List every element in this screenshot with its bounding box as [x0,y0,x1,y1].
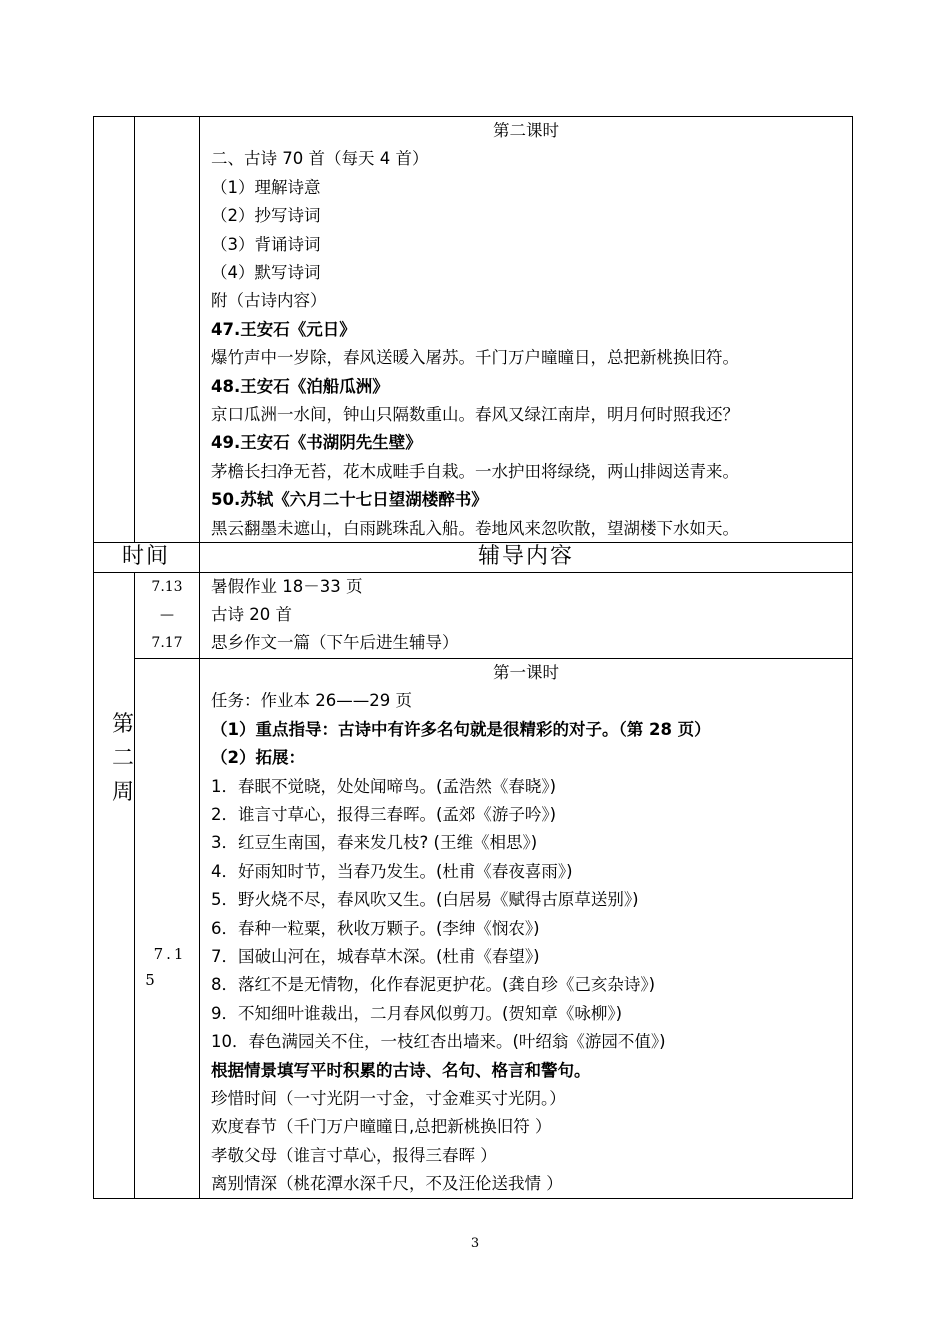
block2-line: 8．落红不是无情物，化作春泥更护花。(龚自珍《己亥杂诗》) [211,975,656,995]
block2-line: 5．野火烧不尽，春风吹又生。(白居易《赋得古原草送别》) [211,890,639,910]
week-label-char: 周 [112,780,135,805]
block1-line: 思乡作文一篇（下午后进生辅导） [211,633,459,652]
block1-line: 古诗 20 首 [211,605,292,624]
block2-line: 3．红豆生南国，春来发几枝? (王维《相思》) [211,833,538,853]
top-section-line: 50.苏轼《六月二十七日望湖楼醉书》 [211,490,488,510]
block2-line: 欢度春节（千门万户曈曈日,总把新桃换旧符 ） [211,1117,552,1137]
block2-line: 7．国破山河在，城春草木深。(杜甫《春望》) [211,947,540,966]
top-section-line: 48.王安石《泊船瓜洲》 [211,376,389,396]
block2-line: 根据情景填写平时积累的古诗、名句、格言和警句。 [211,1060,591,1080]
block1-date-dash: — [160,607,174,623]
week-column-border-top [134,116,135,542]
week-label [112,708,134,810]
top-section-line: （2）抄写诗词 [211,206,321,226]
block2-line: 孝敬父母（谁言寸草心，报得三春晖 ） [211,1145,497,1165]
block2-session-title: 第一课时 [493,663,559,682]
top-section-line: （4）默写诗词 [211,263,321,282]
table-left-border [93,116,94,1198]
week-label-char: 二 [112,746,135,771]
top-section-line: 黑云翻墨未遮山，白雨跳珠乱入船。卷地风来忽吹散，望湖楼下水如天。 [211,518,739,538]
block1-date-end: 7.17 [151,635,183,651]
week-label-char: 第 [112,712,135,737]
top-section-line: 附（古诗内容） [211,291,327,311]
block2-date-part2: 5 [145,971,155,989]
block2-line: 4．好雨知时节，当春乃发生。(杜甫《春夜喜雨》) [211,861,573,881]
block2-line: 任务：作业本 26——29 页 [211,691,412,711]
block2-date-part1: 7.1 [153,945,187,963]
block2-line: 1．春眠不觉晓，处处闻啼鸟。(孟浩然《春晓》) [211,776,557,796]
top-section-line: 二、古诗 70 首（每天 4 首） [211,149,429,169]
block2-line: 离别情深（桃花潭水深千尺，不及汪伦送我情 ） [211,1174,563,1194]
top-section-line: 49.王安石《书湖阴先生壁》 [211,433,422,453]
block2-line: 6．春种一粒粟，秋收万颗子。(李绅《悯农》) [211,918,540,938]
top-section-line: 爆竹声中一岁除，春风送暖入屠苏。千门万户曈曈日，总把新桃换旧符。 [211,348,739,368]
page-number: 3 [470,1236,480,1251]
top-section-line: 京口瓜洲一水间，钟山只隔数重山。春风又绿江南岸，明月何时照我还？ [211,405,739,424]
block2-line: 9．不知细叶谁裁出，二月春风似剪刀。(贺知章《咏柳》) [211,1003,623,1023]
time-header: 时间 [121,544,170,569]
block1-line: 暑假作业 18－33 页 [211,577,363,596]
top-section-line: （1）理解诗意 [211,177,321,197]
block2-line: 10．春色满园关不住，一枝红杏出墙来。(叶绍翁《游园不值》) [211,1032,666,1052]
top-section-line: （3）背诵诗词 [211,234,321,254]
block2-line: 珍惜时间（一寸光阴一寸金，寸金难买寸光阴。） [211,1089,566,1108]
content-column-border [199,116,200,1198]
block2-line: （2）拓展： [211,748,305,768]
header-row-bottom-border [93,572,853,573]
week-column-border-bottom [134,572,135,1198]
top-section-line: 47.王安石《元日》 [211,319,356,339]
table-right-border [852,116,853,1198]
block2-line: （1）重点指导：古诗中有许多名句就是很精彩的对子。（第 28 页） [211,719,711,739]
top-section-session-title: 第二课时 [493,121,559,140]
block1-date-start: 7.13 [151,579,183,595]
top-section-line: 茅檐长扫净无苔，花木成畦手自栽。一水护田将绿绕，两山排闼送青来。 [211,461,739,481]
block2-line: 2．谁言寸草心，报得三春晖。(孟郊《游子吟》) [211,805,557,824]
content-header: 辅导内容 [477,544,574,569]
